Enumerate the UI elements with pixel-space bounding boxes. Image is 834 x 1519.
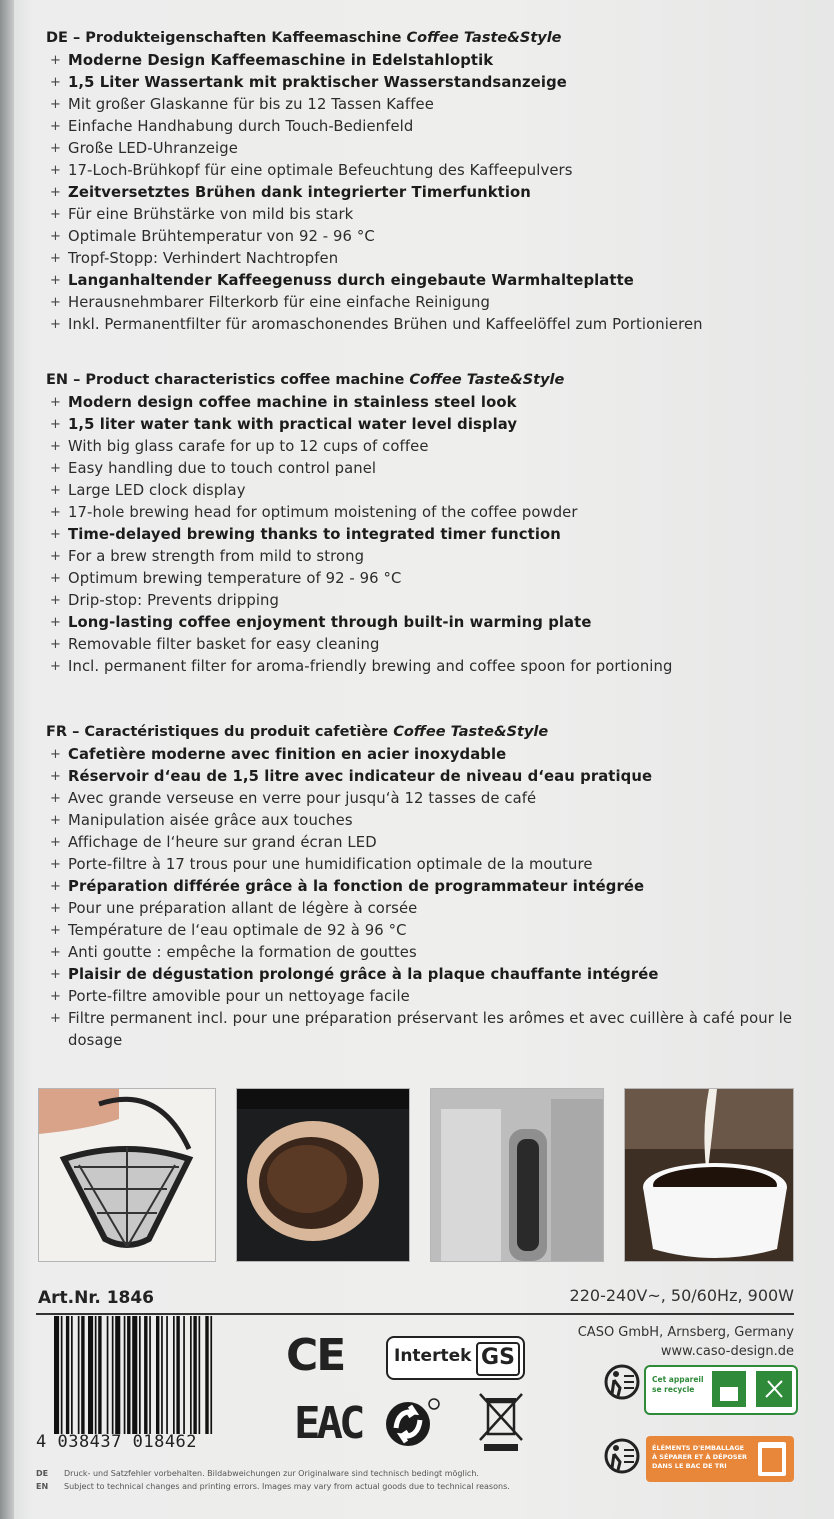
barcode-bar [132,1316,137,1434]
feature-item: + Easy handling due to touch control panel [38,458,818,480]
barcode-bar [210,1316,212,1434]
barcode-bar [161,1316,163,1434]
barcode-bar [183,1316,185,1434]
recycle-info-orange [646,1436,794,1482]
section-en [38,370,818,678]
eac-mark-icon: EAC [294,1398,362,1449]
barcode-bar [144,1316,147,1434]
feature-item: + Affichage de l‘heure sur grand écran LED [38,832,818,854]
filter-coffee-photo [236,1088,410,1262]
coffee-cup-photo [624,1088,794,1262]
recycle-text: Cet appareil se recycle [652,1375,704,1394]
company-name: CASO GmbH, Arnsberg, Germany [577,1325,794,1340]
barcode-bar [190,1316,192,1434]
feature-list-de [38,50,818,336]
footer-en: EN Subject to technical changes and printing errors. Images may vary from actual goods due to technical reasons. [36,1482,510,1491]
feature-item: + Long-lasting coffee enjoyment through built-in warming plate [38,612,818,634]
section-fr [38,722,818,1052]
barcode-bar [88,1316,93,1434]
article-number: Art.Nr. 1846 [38,1288,155,1308]
barcode-bar [139,1316,141,1434]
water-tank-photo [430,1088,604,1262]
feature-item: + 1,5 Liter Wassertank mit praktischer Wasserstandsanzeige [38,72,818,94]
feature-item: + 1,5 liter water tank with practical water level display [38,414,818,436]
feature-item: + Manipulation aisée grâce aux touches [38,810,818,832]
feature-list-fr [38,744,818,1052]
feature-item: + Optimum brewing temperature of 92 - 96 °C [38,568,818,590]
feature-item: + Anti goutte : empêche la formation de gouttes [38,942,818,964]
feature-item: + Température de l‘eau optimale de 92 à 96 °C [38,920,818,942]
power-rating: 220-240V~, 50/60Hz, 900W [569,1286,794,1305]
ce-mark-icon: CE [286,1330,345,1381]
feature-item: + For a brew strength from mild to strong [38,546,818,568]
barcode-bar [205,1316,208,1434]
barcode [54,1316,246,1434]
barcode-bar [127,1316,130,1434]
feature-item: + Tropf-Stopp: Verhindert Nachtropfen [38,248,818,270]
barcode-bar [112,1316,114,1434]
weee-bin-icon [478,1390,524,1452]
green-dot-icon [384,1398,440,1450]
feature-list-en [38,392,818,678]
intertek-label: Intertek [394,1346,472,1366]
footer-notes [36,1467,510,1493]
feature-item: + Herausnehmbarer Filterkorb für eine einfache Reinigung [38,292,818,314]
feature-item: + Drip-stop: Prevents dripping [38,590,818,612]
feature-item: + Einfache Handhabung durch Touch-Bedienfeld [38,116,818,138]
barcode-bar [173,1316,175,1434]
barcode-bar [66,1316,69,1434]
filter-basket-photo [38,1088,216,1262]
barcode-bar [199,1316,201,1434]
feature-item: + Für eine Brühstärke von mild bis stark [38,204,818,226]
feature-item: + 17-Loch-Brühkopf für eine optimale Befeuchtung des Kaffeepulvers [38,160,818,182]
barcode-bar [115,1316,120,1434]
box-edge [0,0,14,1519]
barcode-bar [61,1316,63,1434]
feature-item: + With big glass carafe for up to 12 cups of coffee [38,436,818,458]
feature-item: + 17-hole brewing head for optimum moistening of the coffee powder [38,502,818,524]
feature-item: + Optimale Brühtemperatur von 92 - 96 °C [38,226,818,248]
triman-icon [604,1362,640,1402]
feature-item: + Mit großer Glaskanne für bis zu 12 Tassen Kaffee [38,94,818,116]
feature-item: + Inkl. Permanentfilter für aromaschonendes Brühen und Kaffeelöffel zum Portionieren [38,314,818,336]
section-de-title: DE – Produkteigenschaften Kaffeemaschine Coffee Taste&Style [46,30,562,46]
barcode-bar [81,1316,84,1434]
feature-item: + Filtre permanent incl. pour une préparation préservant les arômes et avec cuillère à café pour le dosage [38,1008,798,1052]
feature-item: + Cafetière moderne avec finition en acier inoxydable [38,744,818,766]
barcode-bar [71,1316,73,1434]
section-fr-title: FR – Caractéristiques du produit cafetière Coffee Taste&Style [46,724,549,740]
barcode-bar [166,1316,168,1434]
barcode-bar [98,1316,101,1434]
company-website[interactable]: www.caso-design.de [660,1344,794,1359]
section-en-title: EN – Product characteristics coffee machine Coffee Taste&Style [46,372,565,388]
packaging-text: ÉLÉMENTS D'EMBALLAGE À SÉPARER ET À DÉPOSER DANS LE BAC DE TRI [652,1444,748,1470]
barcode-bar [95,1316,97,1434]
feature-item: + Zeitversetztes Brühen dank integrierter Timerfunktion [38,182,818,204]
intertek-gs-mark-icon [386,1336,525,1380]
feature-item: + Porte-filtre amovible pour un nettoyage facile [38,986,818,1008]
triman-packaging-icon [604,1436,640,1476]
barcode-bar [78,1316,80,1434]
barcode-bar [149,1316,151,1434]
barcode-bar [54,1316,59,1434]
barcode-bar [124,1316,126,1434]
feature-item: + Modern design coffee machine in stainless steel look [38,392,818,414]
feature-item: + Removable filter basket for easy cleaning [38,634,818,656]
divider [36,1313,794,1315]
barcode-bar [193,1316,196,1434]
feature-item: + Langanhaltender Kaffeegenuss durch eingebaute Warmhalteplatte [38,270,818,292]
feature-item: + Préparation différée grâce à la fonction de programmateur intégrée [38,876,818,898]
feature-item: + Large LED clock display [38,480,818,502]
feature-item: + Incl. permanent filter for aroma-friendly brewing and coffee spoon for portioning [38,656,818,678]
barcode-bar [156,1316,159,1434]
barcode-number: 4 038437 018462 [36,1432,198,1452]
sorting-bin-icon [756,1440,788,1478]
feature-item: + Pour une préparation allant de légère à corsée [38,898,818,920]
barcode-bar [176,1316,179,1434]
feature-item: + Réservoir d‘eau de 1,5 litre avec indicateur de niveau d‘eau pratique [38,766,818,788]
feature-item: + Moderne Design Kaffeemaschine in Edelstahloptik [38,50,818,72]
drop-off-icon [712,1371,792,1407]
feature-item: + Porte-filtre à 17 trous pour une humidification optimale de la mouture [38,854,818,876]
feature-item: + Große LED-Uhranzeige [38,138,818,160]
footer-de: DE Druck- und Satzfehler vorbehalten. Bildabweichungen zur Originalware sind technisch bedingt möglich. [36,1469,479,1478]
recycle-info-green [644,1365,798,1415]
feature-item: + Plaisir de dégustation prolongé grâce à la plaque chauffante intégrée [38,964,818,986]
section-de [38,28,818,336]
company-info [578,1323,794,1361]
gs-label: GS [476,1342,520,1376]
barcode-bar [107,1316,109,1434]
feature-item: + Time-delayed brewing thanks to integrated timer function [38,524,818,546]
feature-item: + Avec grande verseuse en verre pour jusqu‘à 12 tasses de café [38,788,818,810]
